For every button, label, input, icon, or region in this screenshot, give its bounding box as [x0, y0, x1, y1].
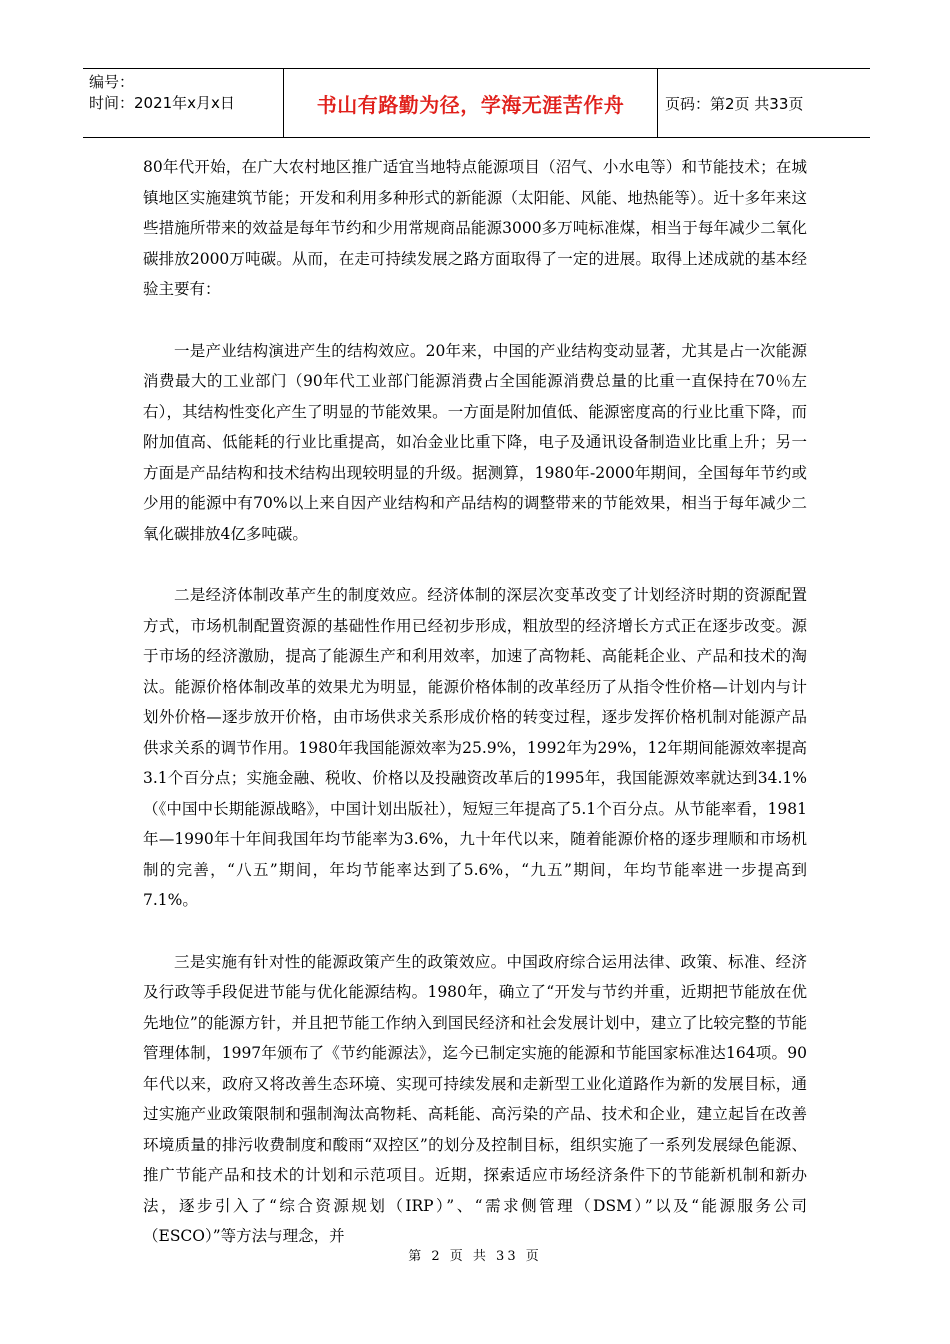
header-motto-cell — [284, 69, 658, 137]
header-motto: 书山有路勤为径，学海无涯苦作舟 — [316, 92, 625, 117]
document-body — [143, 152, 807, 1283]
body-paragraph: 二是经济体制改革产生的制度效应。经济体制的深层次变革改变了计划经济时期的资源配置方式，市场机制配置资源的基础性作用已经初步形成，粗放型的经济增长方式正在逐步改变。源于市场的经济激励，提高了能源生产和利用效率，加速了高物耗、高能耗企业、产品和技术的淘汰。能源价格体制改革的效果尤为明显，能源价格体制的改革经历了从指令性价格—计划内与计划外价格—逐步放开价格，由市场供求关系形成价格的转变过程，逐步发挥价格机制对能源产品供求关系的调节作用。1980年我国能源效率为25.9%，1992年为29%，12年期间能源效率提高3.1个百分点；实施金融、税收、价格以及投融资改革后的1995年，我国能源效率就达到34.1%（《中国中长期能源战略》，中国计划出版社），短短三年提高了5.1个百分点。从节能率看，1981年—1990年十年间我国年均节能率为3.6%，九十年代以来，随着能源价格的逐步理顺和市场机制的完善，“八五”期间，年均节能率达到了5.6%，“九五”期间，年均节能率进一步提高到7.1%。 — [143, 586, 807, 909]
body-paragraph: 一是产业结构演进产生的结构效应。20年来，中国的产业结构变动显著，尤其是占一次能源消费最大的工业部门（90年代工业部门能源消费占全国能源消费总量的比重一直保持在70％左右），其结构性变化产生了明显的节能效果。一方面是附加值低、能源密度高的行业比重下降，而附加值高、低能耗的行业比重提高，如冶金业比重下降，电子及通讯设备制造业比重上升；另一方面是产品结构和技术结构出现较明显的升级。据测算，1980年-2000年期间，全国每年节约或少用的能源中有70%以上来自因产业结构和产品结构的调整带来的节能效果，相当于每年减少二氧化碳排放4亿多吨碳。 — [143, 341, 807, 543]
header-meta — [83, 69, 284, 137]
footer-page-number: 第 2 页 共 33 页 — [408, 1249, 542, 1264]
document-number-label: 编号： — [89, 73, 135, 91]
header-page-info: 页码：第2页 共33页 — [665, 94, 804, 113]
page-footer — [0, 1245, 950, 1264]
header-page-info-cell — [658, 69, 870, 137]
document-time: 时间：2021年x月x日 — [89, 94, 235, 112]
body-paragraph: 80年代开始，在广大农村地区推广适宜当地特点能源项目（沼气、小水电等）和节能技术；在城镇地区实施建筑节能；开发和利用多种形式的新能源（太阳能、风能、地热能等）。近十多年来这些措施所带来的效益是每年节约和少用常规商品能源3000多万吨标准煤，相当于每年减少二氧化碳排放2000万吨碳。从而，在走可持续发展之路方面取得了一定的进展。取得上述成就的基本经验主要有： — [143, 158, 807, 298]
body-paragraph: 三是实施有针对性的能源政策产生的政策效应。中国政府综合运用法律、政策、标准、经济及行政等手段促进节能与优化能源结构。1980年，确立了“开发与节约并重，近期把节能放在优先地位”的能源方针，并且把节能工作纳入到国民经济和社会发展计划中，建立了比较完整的节能管理体制，1997年颁布了《节约能源法》，迄今已制定实施的能源和节能国家标准达164项。90年代以来，政府又将改善生态环境、实现可持续发展和走新型工业化道路作为新的发展目标，通过实施产业政策限制和强制淘汰高物耗、高耗能、高污染的产品、技术和企业，建立起旨在改善环境质量的排污收费制度和酸雨“双控区”的划分及控制目标，组织实施了一系列发展绿色能源、推广节能产品和技术的计划和示范项目。近期，探索适应市场经济条件下的节能新机制和新办法，逐步引入了“综合资源规划（IRP）”、“需求侧管理（DSM）”以及“能源服务公司（ESCO）”等方法与理念，并 — [143, 952, 807, 1245]
page-header — [83, 68, 870, 138]
